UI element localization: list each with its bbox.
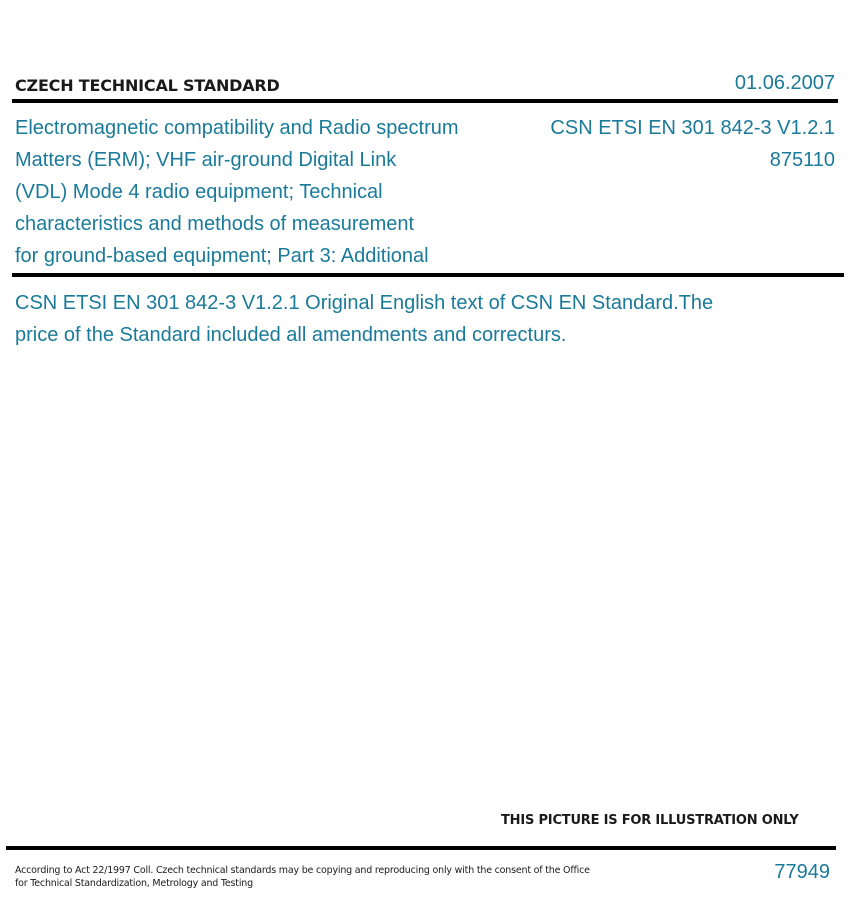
description-line: CSN ETSI EN 301 842-3 V1.2.1 Original English text of CSN EN Standard.The — [15, 292, 714, 314]
header-divider — [12, 99, 838, 103]
legal-notice-line: According to Act 22/1997 Coll. Czech technical standards may be copying and reproducing only with the consent of the Office — [15, 865, 590, 876]
standard-title-line: characteristics and methods of measurement — [15, 213, 415, 235]
classification-number: 875110 — [769, 149, 835, 171]
description-line: price of the Standard included all amendments and correcturs. — [15, 324, 567, 346]
legal-notice — [15, 864, 590, 890]
publication-date: 01.06.2007 — [734, 72, 835, 94]
document-number: 77949 — [774, 861, 830, 883]
document-type-heading: CZECH TECHNICAL STANDARD — [15, 76, 280, 95]
standard-code: CSN ETSI EN 301 842-3 V1.2.1 — [550, 117, 835, 139]
legal-notice-line: for Technical Standardization, Metrology and Testing — [15, 878, 253, 889]
illustration-disclaimer: THIS PICTURE IS FOR ILLUSTRATION ONLY — [501, 813, 799, 828]
footer-divider — [6, 846, 836, 850]
standard-title — [15, 112, 515, 272]
title-divider — [12, 273, 844, 277]
standard-title-line: (VDL) Mode 4 radio equipment; Technical — [15, 181, 383, 203]
standard-identifier — [550, 112, 835, 176]
standard-title-line: Electromagnetic compatibility and Radio spectrum — [15, 117, 459, 139]
standard-description — [15, 287, 815, 351]
standard-title-line: Matters (ERM); VHF air-ground Digital Link — [15, 149, 397, 171]
standard-title-line: for ground-based equipment; Part 3: Additional — [15, 245, 429, 267]
